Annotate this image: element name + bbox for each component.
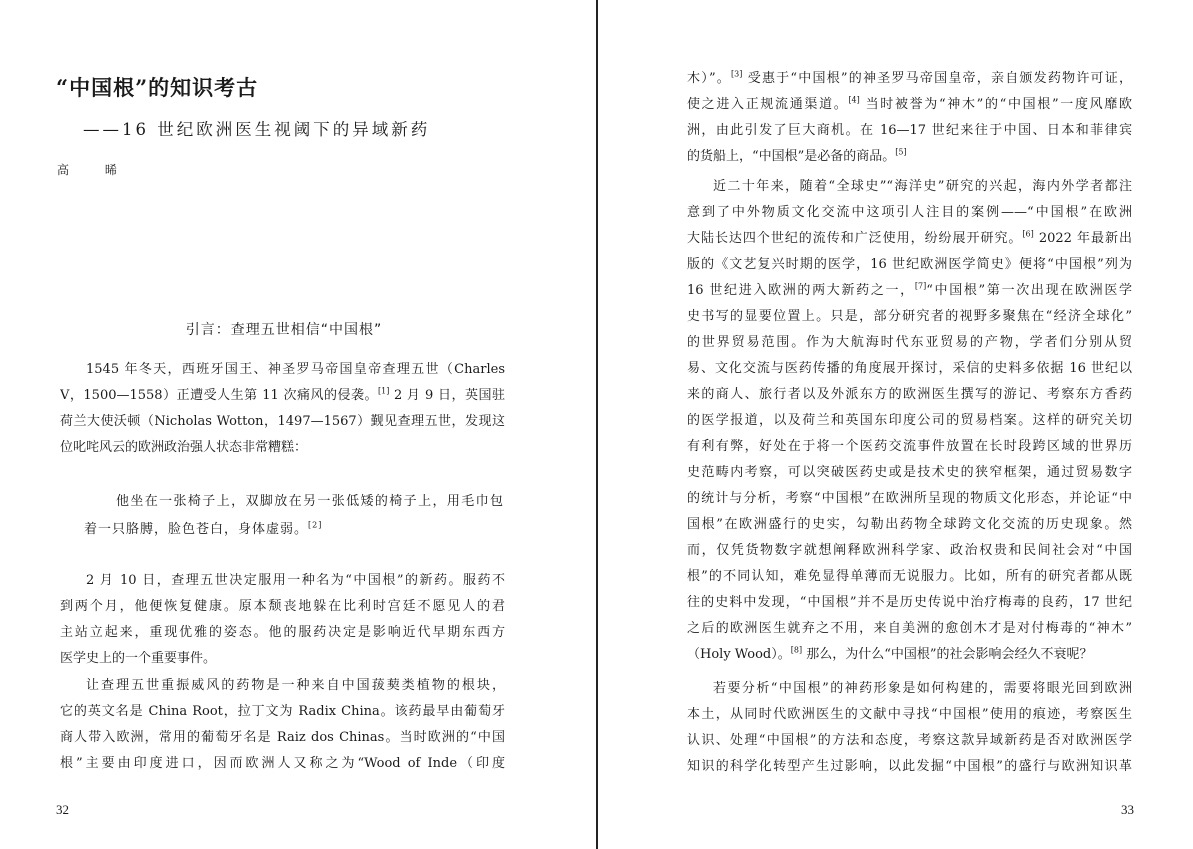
text-line: 的医学报道，以及荷兰和英国东印度公司的贸易档案。这样的研究关切 <box>687 413 1132 428</box>
left-paragraph-1 <box>60 357 505 461</box>
footnote-marker: [1] <box>378 386 390 396</box>
block-quote <box>84 488 504 544</box>
text-line: 它的英文名是 China Root，拉丁文为 Radix China。该药最早由葡萄牙 <box>60 704 505 719</box>
text-line: 荷兰大使沃顿（Nicholas Wotton，1497—1567）觐见查理五世，发现这 <box>60 414 505 429</box>
left-page <box>0 0 596 849</box>
text-line: 知识的科学化转型产生过影响，以此发掘“中国根”的盛行与欧洲知识革 <box>687 759 1132 774</box>
text-line: 而，仅凭货物数字就想阐释欧洲科学家、政治权贵和民间社会对“中国 <box>687 543 1132 558</box>
footnote-marker: [5] <box>895 147 907 157</box>
text-line: 之后的欧洲医生就弃之不用，来自美洲的愈创木才是对付梅毒的“神木” <box>687 621 1132 636</box>
text-line: 医学史上的一个重要事件。 <box>60 651 217 666</box>
article-subtitle: ——16 世纪欧洲医生视阈下的异域新药 <box>83 120 431 139</box>
page-number-left: 32 <box>56 802 69 817</box>
text-line: 使之进入正规流通渠道。[4] 当时被誉为“神木”的“中国根”一度风靡欧 <box>687 95 1132 112</box>
text-line: 1545 年冬天，西班牙国王、神圣罗马帝国皇帝查理五世（Charles <box>86 362 505 377</box>
text-line: 大陆长达四个世纪的流传和广泛使用，纷纷展开研究。[6] 2022 年最新出 <box>687 229 1132 246</box>
footnote-marker: [8] <box>790 645 803 655</box>
text-line: 的世界贸易范围。作为大航海时代东亚贸易的产物，学者们分别从贸 <box>687 335 1132 350</box>
right-page <box>597 0 1193 849</box>
footnote-marker: [3] <box>731 69 743 79</box>
right-paragraph-3 <box>687 676 1132 780</box>
text-line: 往的史料中发现，“中国根”并不是历史传说中治疗梅毒的良药，17 世纪 <box>687 595 1132 610</box>
article-title: “中国根”的知识考古 <box>56 75 259 100</box>
author-name: 高 晞 <box>57 163 133 177</box>
text-line: （Holy Wood）。[8] 那么，为什么“中国根”的社会影响会经久不衰呢？ <box>687 645 1093 662</box>
section-heading: 引言：查理五世相信“中国根” <box>185 322 383 338</box>
right-paragraph-2 <box>687 174 1132 668</box>
text-line: 根”的不同认知，难免显得单薄而无说服力。比如，所有的研究者都从既 <box>687 569 1132 584</box>
left-paragraph-2 <box>60 568 505 672</box>
text-line: 认识、处理“中国根”的方法和态度，考察这款异域新药是否对欧洲医学 <box>687 733 1132 748</box>
left-paragraph-3 <box>60 673 505 777</box>
text-line: 来的商人、旅行者以及外派东方的欧洲医生撰写的游记、考察东方香药 <box>687 387 1132 402</box>
text-line: 让查理五世重振威风的药物是一种来自中国菝葜类植物的根块， <box>86 678 505 693</box>
footnote-marker: [7] <box>914 281 927 291</box>
footnote-marker: [6] <box>1022 229 1034 239</box>
text-line: 的统计与分析，考察“中国根”在欧洲所呈现的物质文化形态，并论证“中 <box>687 491 1132 506</box>
text-line: 本土，从同时代欧洲医生的文献中寻找“中国根”使用的痕迹，考察医生 <box>687 707 1132 722</box>
text-line: 史范畴内考察，可以突破医药史或是技术史的狭窄框架，通过贸易数字 <box>687 465 1132 480</box>
text-line: 2 月 10 日，查理五世决定服用一种名为“中国根”的新药。服药不 <box>86 573 505 588</box>
text-line: 意到了中外物质文化交流中这项引人注目的案例——“中国根”在欧洲 <box>687 205 1132 220</box>
right-paragraph-1 <box>687 66 1132 170</box>
text-line: 根”主要由印度进口，因而欧洲人又称之为“Wood of Inde（印度 <box>60 756 505 771</box>
text-line: 木）”。[3] 受惠于“中国根”的神圣罗马帝国皇帝，亲自颁发药物许可证， <box>687 69 1132 86</box>
text-line: 版的《文艺复兴时期的医学，16 世纪欧洲医学简史》便将“中国根”列为 <box>687 257 1132 272</box>
text-line: 洲，由此引发了巨大商机。在 16—17 世纪来往于中国、日本和菲律宾 <box>687 123 1132 138</box>
text-line: 位叱咤风云的欧洲政治强人状态非常糟糕： <box>60 440 308 455</box>
text-line: 史书写的显要位置上。只是，部分研究者的视野多聚焦在“经济全球化” <box>687 309 1132 324</box>
text-line: 商人带入欧洲，常用的葡萄牙名是 Raiz dos Chinas。当时欧洲的“中国 <box>60 730 505 745</box>
footnote-marker: [2] <box>308 520 323 530</box>
text-line: 易、文化交流与医药传播的角度展开探讨，采信的史料多依据 16 世纪以 <box>687 361 1132 376</box>
text-line: 的货船上，“中国根”是必备的商品。[5] <box>687 147 907 164</box>
text-line: 16 世纪进入欧洲的两大新药之一，[7]“中国根”第一次出现在欧洲医学 <box>687 281 1132 298</box>
text-line: 主站立起来，重现优雅的姿态。他的服药决定是影响近代早期东西方 <box>60 625 505 640</box>
footnote-marker: [4] <box>848 95 860 105</box>
text-line: 国根”在欧洲盛行的史实，勾勒出药物全球跨文化交流的历史现象。然 <box>687 517 1132 532</box>
text-line: 近二十年来，随着“全球史”“海洋史”研究的兴起，海内外学者都注 <box>713 179 1132 194</box>
text-line: V，1500—1558）正遭受人生第 11 次痛风的侵袭。[1] 2 月 9 日，英国驻 <box>60 386 505 403</box>
page-number-right: 33 <box>1121 802 1134 817</box>
quote-line: 着一只胳膊，脸色苍白，身体虚弱。[2] <box>84 520 323 537</box>
text-line: 到两个月，他便恢复健康。原本颓丧地躲在比利时宫廷不愿见人的君 <box>60 599 505 614</box>
quote-line: 他坐在一张椅子上，双脚放在另一张低矮的椅子上，用毛巾包 <box>116 494 504 509</box>
text-line: 有利有弊，好处在于将一个医药交流事件放置在长时段跨区域的世界历 <box>687 439 1132 454</box>
text-line: 若要分析“中国根”的神药形象是如何构建的，需要将眼光回到欧洲 <box>713 681 1132 696</box>
